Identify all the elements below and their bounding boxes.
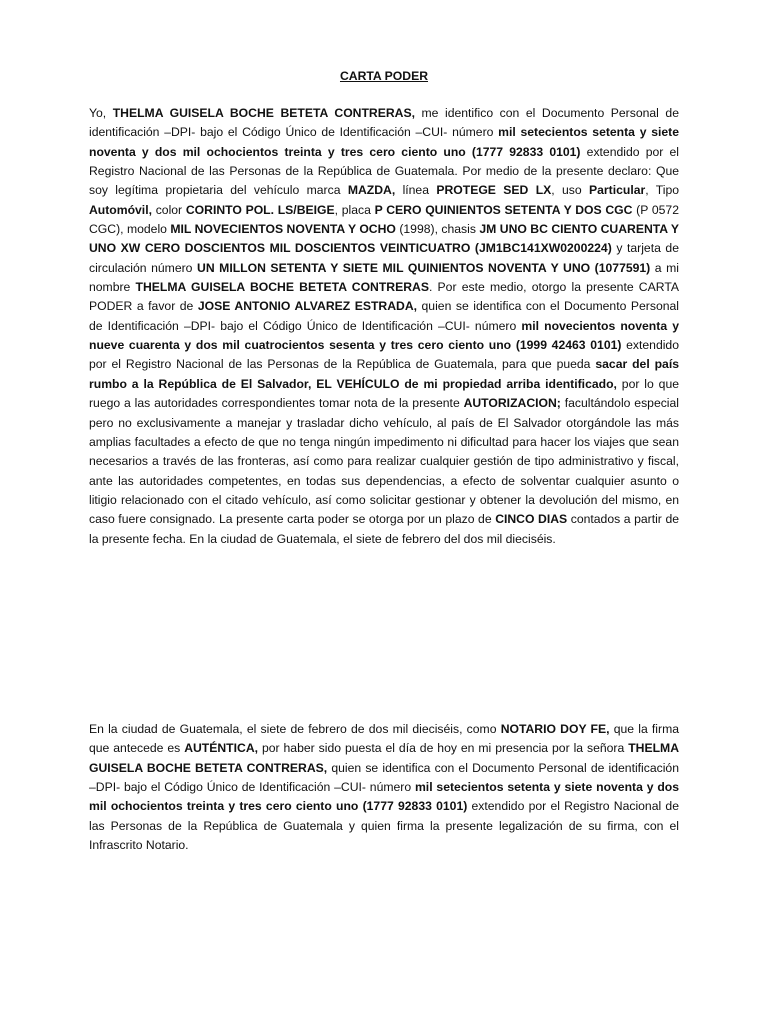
text-run: quien se identifica con el Documento Personal de identificación –DPI- bajo el Código Único de Identificación –CUI- número bbox=[89, 760, 679, 795]
bold-text-run: NOTARIO DOY FE, bbox=[500, 722, 610, 736]
bold-text-run: MIL NOVECIENTOS NOVENTA Y OCHO bbox=[170, 222, 396, 237]
text-run: contados a partir de la presente fecha. En la ciudad de Guatemala, el siete de febrero del dos mil dieciséis. bbox=[89, 512, 679, 546]
text-run: extendido por el Registro Nacional de las Personas de la República de Guatemala y quien firma la presente legalización de su firma, con el Infrascrito Notario. bbox=[89, 799, 679, 853]
text-run: , uso bbox=[551, 183, 589, 198]
text-run: línea bbox=[395, 183, 437, 198]
text-run: a mi nombre bbox=[89, 260, 679, 295]
bold-text-run: mil setecientos setenta y siete noventa y dos mil ochocientos treinta y tres cero ciento uno (1777 92833 0101) bbox=[89, 780, 679, 814]
text-run: Yo, bbox=[89, 106, 113, 120]
bold-text-run: mil novecientos noventa y nueve cuarenta y dos mil cuatrocientos sesenta y tres cero ciento uno (1999 42463 0101) bbox=[89, 318, 679, 353]
bold-text-run: CINCO DIAS bbox=[495, 512, 568, 527]
bold-text-run: mil setecientos setenta y siete noventa y dos mil ochocientos treinta y tres cero ciento uno (1777 92833 0101) bbox=[89, 125, 679, 159]
bold-text-run: Automóvil, bbox=[89, 202, 152, 217]
text-run: extendido por el Registro Nacional de las Personas de la República de Guatemala. Por medio de la presente declaro: Que soy legítima propietaria del vehículo marca bbox=[89, 144, 679, 198]
bold-text-run: sacar del país rumbo a la República de El Salvador, EL VEHÍCULO de mi propiedad arriba identificado, bbox=[89, 357, 679, 391]
text-run: por lo que ruego a las autoridades correspondientes tomar nota de la presente bbox=[89, 376, 680, 411]
text-run: me identifico con el Documento Personal de identificación –DPI- bajo el Código Único de Identificación –CUI- número bbox=[89, 106, 679, 140]
bold-text-run: THELMA GUISELA BOCHE BETETA CONTRERAS bbox=[135, 280, 429, 295]
text-run: . Por este medio, otorgo la presente CARTA PODER a favor de bbox=[89, 280, 679, 314]
bold-text-run: Particular bbox=[589, 183, 646, 198]
bold-text-run: JM UNO BC CIENTO CUARENTA Y UNO XW CERO DOSCIENTOS MIL DOSCIENTOS VEINTICUATRO (JM1BC141XW0200224) bbox=[89, 222, 679, 256]
text-run: , placa bbox=[334, 202, 375, 217]
bold-text-run: P CERO QUINIENTOS SETENTA Y DOS CGC bbox=[374, 202, 633, 217]
text-run: (1998), chasis bbox=[395, 222, 480, 237]
bold-text-run: UN MILLON SETENTA Y SIETE MIL QUINIENTOS NOVENTA Y UNO (1077591) bbox=[197, 260, 651, 275]
bold-text-run: MAZDA, bbox=[347, 183, 396, 198]
text-run: En la ciudad de Guatemala, el siete de febrero de dos mil dieciséis, como bbox=[89, 722, 501, 736]
text-run: (P 0572 CGC), modelo bbox=[89, 202, 679, 237]
text-run: y tarjeta de circulación número bbox=[89, 241, 679, 275]
text-run: , Tipo bbox=[645, 183, 680, 198]
bold-text-run: THELMA GUISELA BOCHE BETETA CONTRERAS, bbox=[112, 106, 415, 120]
bold-text-run: JOSE ANTONIO ALVAREZ ESTRADA, bbox=[197, 299, 418, 314]
power-of-attorney-paragraph bbox=[89, 104, 679, 549]
text-run: facultándolo especial pero no exclusivamente a manejar y trasladar dicho vehículo, al país de El Salvador otorgándole las más amplias facultades a efecto de que no tenga ningún impedimento ni dificultad para hacer los viajes que sean necesarios a través de las fronteras, así como para realizar cualquier gestión de tipo administrativo y fiscal, ante las autoridades competentes, en todas sus dependencias, a efecto de solventar cualquier asunto o litigio relacionado con el citado vehículo, así como solicitar gestionar y obtener la devolución del mismo, en caso fuere consignado. La presente carta poder se otorga por un plazo de bbox=[89, 396, 680, 527]
bold-text-run: THELMA GUISELA BOCHE BETETA CONTRERAS, bbox=[89, 741, 679, 775]
text-run: por haber sido puesta el día de hoy en mi presencia por la señora bbox=[258, 741, 629, 756]
text-run: extendido por el Registro Nacional de las Personas de la República de Guatemala, para que pueda bbox=[89, 338, 679, 372]
text-run: color bbox=[151, 202, 186, 217]
bold-text-run: PROTEGE SED LX bbox=[436, 183, 552, 198]
bold-text-run: AUTÉNTICA, bbox=[184, 741, 259, 756]
notary-certification-paragraph bbox=[89, 720, 679, 855]
bold-text-run: CORINTO POL. LS/BEIGE bbox=[185, 202, 335, 217]
document-title: CARTA PODER bbox=[339, 69, 429, 83]
text-run: quien se identifica con el Documento Personal de Identificación –DPI- bajo el Código Único de Identificación –CUI- número bbox=[89, 299, 679, 333]
bold-text-run: AUTORIZACION; bbox=[463, 396, 561, 411]
text-run: que la firma que antecede es bbox=[89, 722, 679, 756]
